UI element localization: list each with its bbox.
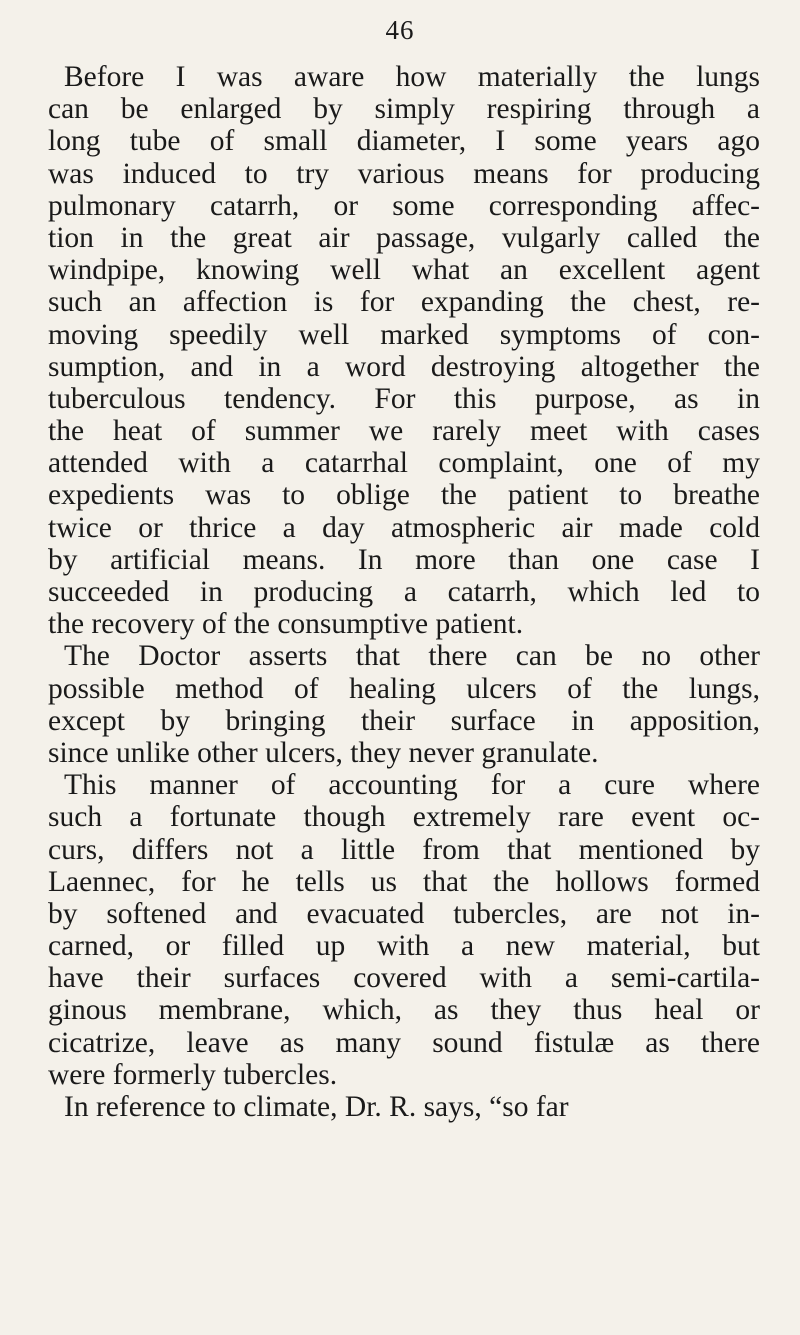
text-line: except by bringing their surface in apposition, [48,704,760,737]
text-line: moving speedily well marked symptoms of con- [48,318,760,351]
text-line: The Doctor asserts that there can be no other [64,640,760,673]
body-text [48,61,760,1123]
text-line: sumption, and in a word destroying altogether the [48,350,760,383]
text-line: succeeded in producing a catarrh, which led to [48,576,760,608]
text-line: pulmonary catarrh, or some corresponding affec- [48,189,760,222]
text-line: possible method of healing ulcers of the lungs, [48,672,760,705]
text-line: such a fortunate though extremely rare event oc- [48,801,760,834]
text-line: tion in the great air passage, vulgarly called the [48,221,760,254]
text-line: was induced to try various means for producing [48,157,760,190]
text-line: the heat of summer we rarely meet with cases [48,415,760,448]
text-line: by softened and evacuated tubercles, are not in- [48,897,760,930]
text-line: long tube of small diameter, I some years ago [48,125,760,158]
text-line: Laennec, for he tells us that the hollows formed [48,865,760,898]
paragraph [48,769,760,1091]
text-line: such an affection is for expanding the chest, re- [48,286,760,319]
text-line: curs, differs not a little from that mentioned by [48,833,760,866]
text-line: can be enlarged by simply respiring through a [48,93,760,126]
text-line: This manner of accounting for a cure where [64,769,760,802]
page-number: 46 [385,15,415,45]
text-line: ginous membrane, which, as they thus heal or [48,994,760,1027]
paragraph [48,1091,760,1123]
paragraph [48,61,760,640]
text-line: cicatrize, leave as many sound fistulæ as there [48,1026,760,1059]
text-line: expedients was to oblige the patient to breathe [48,479,760,512]
text-line: windpipe, knowing well what an excellent agent [48,254,760,287]
paragraph [48,640,760,769]
text-line: attended with a catarrhal complaint, one of my [48,447,760,480]
text-line: tuberculous tendency. For this purpose, as in [48,382,760,415]
text-line: the recovery of the consumptive patient. [48,608,524,641]
text-line: twice or thrice a day atmospheric air made cold [48,511,760,544]
text-line: have their surfaces covered with a semi-cartila- [48,962,760,995]
text-line: by artificial means. In more than one case I [48,543,760,576]
text-line: since unlike other ulcers, they never granulate. [48,736,599,769]
text-line: In reference to climate, Dr. R. says, “so far [64,1091,569,1123]
text-line: carned, or filled up with a new material, but [48,930,760,963]
text-line: Before I was aware how materially the lungs [64,61,760,93]
text-line: were formerly tubercles. [48,1058,338,1091]
